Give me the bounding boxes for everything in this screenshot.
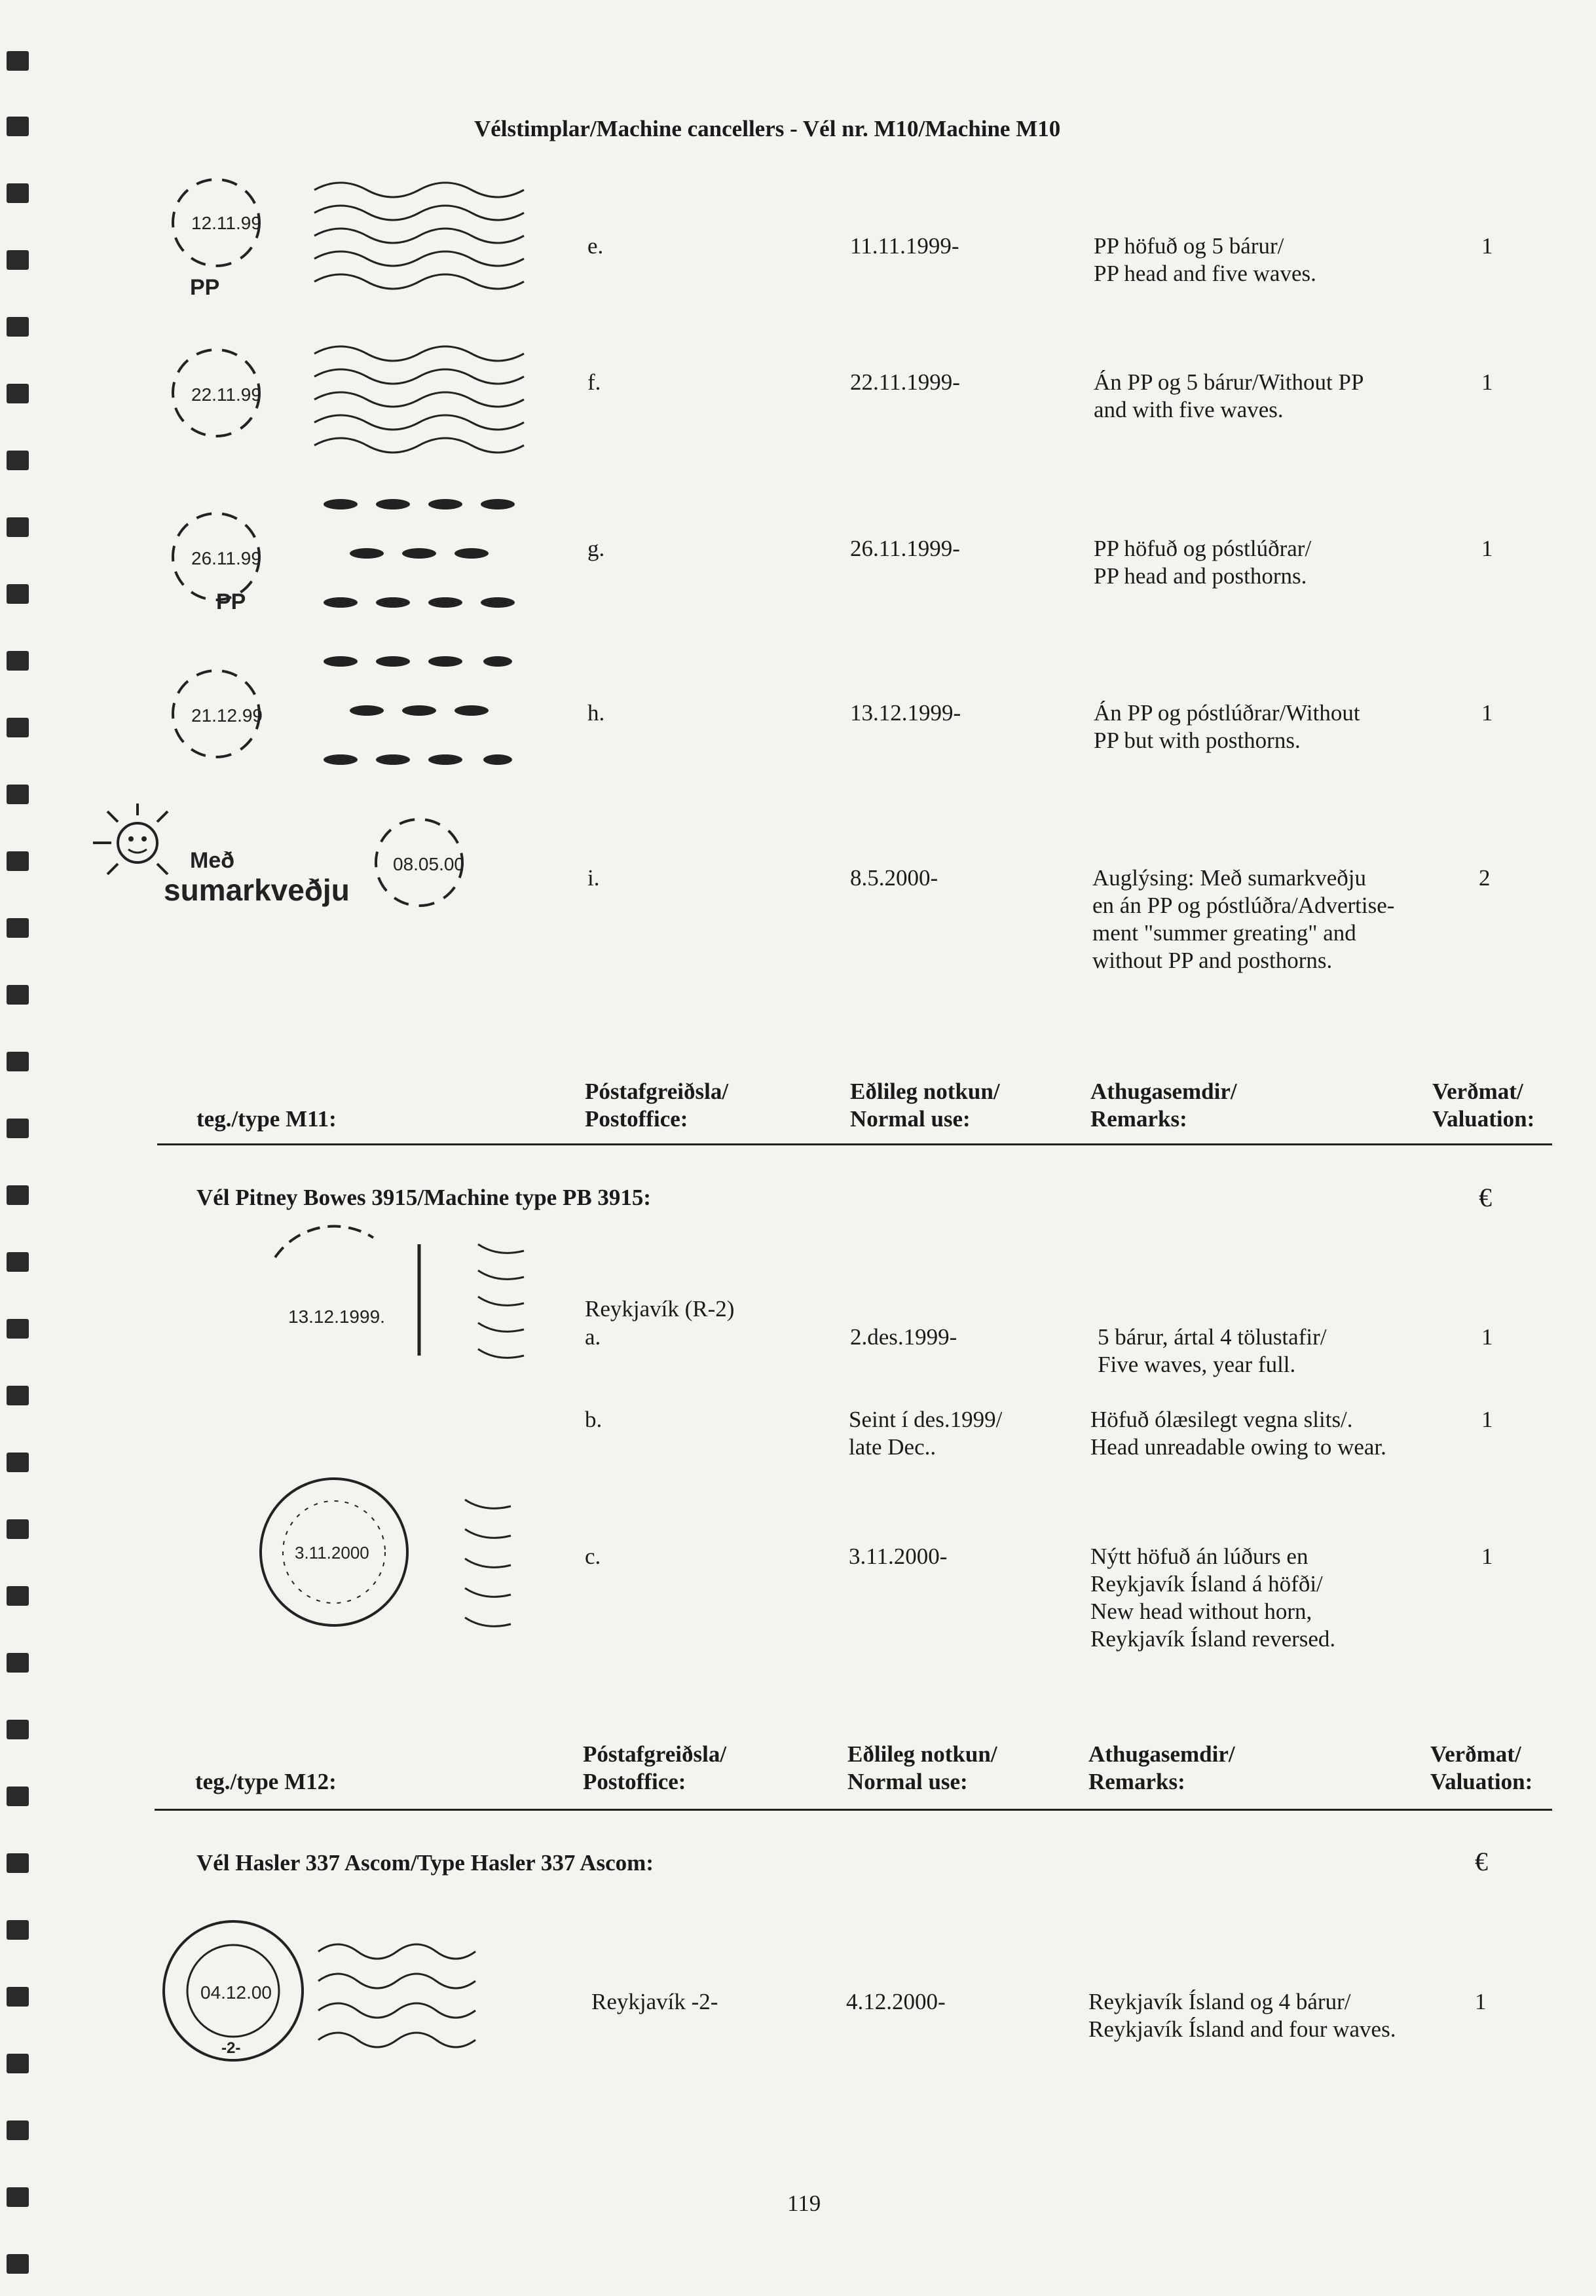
stamp-number-m12: -2- [221,2039,241,2057]
row-remark-line-4: without PP and posthorns. [1092,948,1333,973]
stamp-pp-g: PP [216,589,246,614]
row-date: 3.11.2000- [849,1544,948,1569]
row-valuation: 1 [1481,369,1493,395]
row-remark-line-1: Reykjavík Ísland og 4 bárur/ [1088,1989,1351,2014]
row-date: 13.12.1999- [850,700,961,726]
stamp-date-i: 08.05.00 [393,854,464,874]
row-remark-line-2: Five waves, year full. [1098,1352,1296,1377]
row-valuation: 1 [1481,233,1493,259]
row-remark-line-2: and with five waves. [1094,397,1284,422]
m12-header-divider [155,1809,1552,1811]
row-remark-line-2: Head unreadable owing to wear. [1090,1434,1386,1460]
m11-currency: € [1479,1183,1492,1212]
m11-header-divider [157,1143,1552,1145]
row-letter: b. [585,1407,603,1432]
col-valuation-line-2: Valuation: [1430,1769,1533,1794]
postmark-image-e [151,164,517,300]
stamp-date-h: 21.12.99 [191,705,263,726]
row-remark-line-1: Auglýsing: Með sumarkveðju [1092,865,1367,891]
col-valuation-line-2: Valuation: [1432,1106,1535,1132]
m12-machine-title: Vél Hasler 337 Ascom/Type Hasler 337 Ascom: [196,1850,654,1876]
row-date: 22.11.1999- [850,369,960,395]
row-remark-line-2: Reykjavík Ísland á höfði/ [1090,1571,1323,1597]
col-normal-use-line-2: Normal use: [850,1106,971,1132]
row-remark-line-1: 5 bárur, ártal 4 tölustafir/ [1098,1324,1327,1350]
stamp-date-m12: 04.12.00 [200,1982,272,2003]
row-remark-line-2: PP head and five waves. [1094,261,1316,286]
row-valuation: 1 [1475,1989,1487,2014]
row-date: 11.11.1999- [850,233,959,259]
postmark-image-m11-a [249,1231,563,1388]
row-remark-line-2: Reykjavík Ísland and four waves. [1088,2016,1396,2042]
page-number: 119 [787,2191,821,2216]
postmark-image-m12 [155,1919,561,2063]
col-remarks-line-1: Athugasemdir/ [1088,1741,1235,1767]
row-remark-line-1: PP höfuð og 5 bárur/ [1094,233,1284,259]
stamp-date-m11-c: 3.11.2000 [295,1543,369,1563]
row-remark-line-2: PP but with posthorns. [1094,728,1301,753]
row-remark-line-1: Án PP og 5 bárur/Without PP [1094,369,1364,395]
row-remark-line-1: PP höfuð og póstlúðrar/ [1094,536,1312,561]
row-valuation: 1 [1481,1324,1493,1350]
row-remark-line-3: ment "summer greating" and [1092,920,1356,946]
col-valuation-line-1: Verðmat/ [1432,1079,1523,1104]
row-remark-line-2: en án PP og póstlúðra/Advertise- [1092,893,1395,918]
row-letter: g. [587,536,605,561]
row-valuation: 1 [1481,1544,1493,1569]
row-letter: c. [585,1544,601,1569]
row-letter: e. [587,233,604,259]
slogan-line-2: sumarkveðju [164,873,350,907]
row-remark-line-1: Nýtt höfuð án lúðurs en [1090,1544,1308,1569]
row-date: 2.des.1999- [850,1324,957,1350]
type-label: teg./type M11: [196,1106,337,1132]
row-letter: f. [587,369,601,395]
slogan-line-1: Með [190,848,234,873]
postmark-image-h [151,648,530,779]
col-postoffice-line-1: Póstafgreiðsla/ [583,1741,727,1767]
type-label: teg./type M12: [195,1769,337,1794]
m11-postoffice: Reykjavík (R-2) [585,1296,735,1322]
col-normal-use-line-2: Normal use: [847,1769,968,1794]
row-valuation: 1 [1481,1407,1493,1432]
col-postoffice-line-2: Postoffice: [585,1106,688,1132]
row-remark-line-4: Reykjavík Ísland reversed. [1090,1626,1336,1652]
row-remark-line-2: PP head and posthorns. [1094,563,1307,589]
row-date: 4.12.2000- [846,1989,946,2014]
row-remark-line-1: Höfuð ólæsilegt vegna slits/. [1090,1407,1353,1432]
page-title: Vélstimplar/Machine cancellers - Vél nr. M10/Machine M10 [474,116,1061,141]
row-valuation: 2 [1479,865,1491,891]
col-postoffice-line-1: Póstafgreiðsla/ [585,1079,729,1104]
row-date-line-1: Seint í des.1999/ [849,1407,1003,1432]
stamp-date-m11-a: 13.12.1999. [288,1306,385,1327]
col-valuation-line-1: Verðmat/ [1430,1741,1521,1767]
col-remarks-line-2: Remarks: [1088,1769,1185,1794]
col-remarks-line-1: Athugasemdir/ [1090,1079,1237,1104]
m11-machine-title: Vél Pitney Bowes 3915/Machine type PB 3915: [196,1185,652,1210]
postmark-image-g [151,491,530,622]
m12-currency: € [1475,1847,1488,1876]
col-normal-use-line-1: Eðlileg notkun/ [850,1079,1000,1104]
stamp-date-f: 22.11.99 [191,384,261,405]
row-valuation: 1 [1481,700,1493,726]
row-date: 8.5.2000- [850,865,938,891]
row-date-line-2: late Dec.. [849,1434,937,1460]
row-postoffice: Reykjavík -2- [591,1989,718,2014]
stamp-pp-e: PP [190,275,220,300]
row-remark-line-3: New head without horn, [1090,1599,1312,1624]
col-postoffice-line-2: Postoffice: [583,1769,686,1794]
postmark-image-f [151,327,517,458]
stamp-date-g: 26.11.99 [191,548,261,568]
col-normal-use-line-1: Eðlileg notkun/ [847,1741,997,1767]
postmark-image-m11-c [249,1467,563,1637]
row-remark-line-1: Án PP og póstlúðrar/Without [1094,700,1360,726]
row-letter: i. [587,865,600,891]
col-remarks-line-2: Remarks: [1090,1106,1187,1132]
row-date: 26.11.1999- [850,536,960,561]
row-letter: a. [585,1324,601,1350]
row-letter: h. [587,700,605,726]
postmark-image-i [92,802,498,933]
row-valuation: 1 [1481,536,1493,561]
stamp-date-e: 12.11.99 [191,213,261,233]
